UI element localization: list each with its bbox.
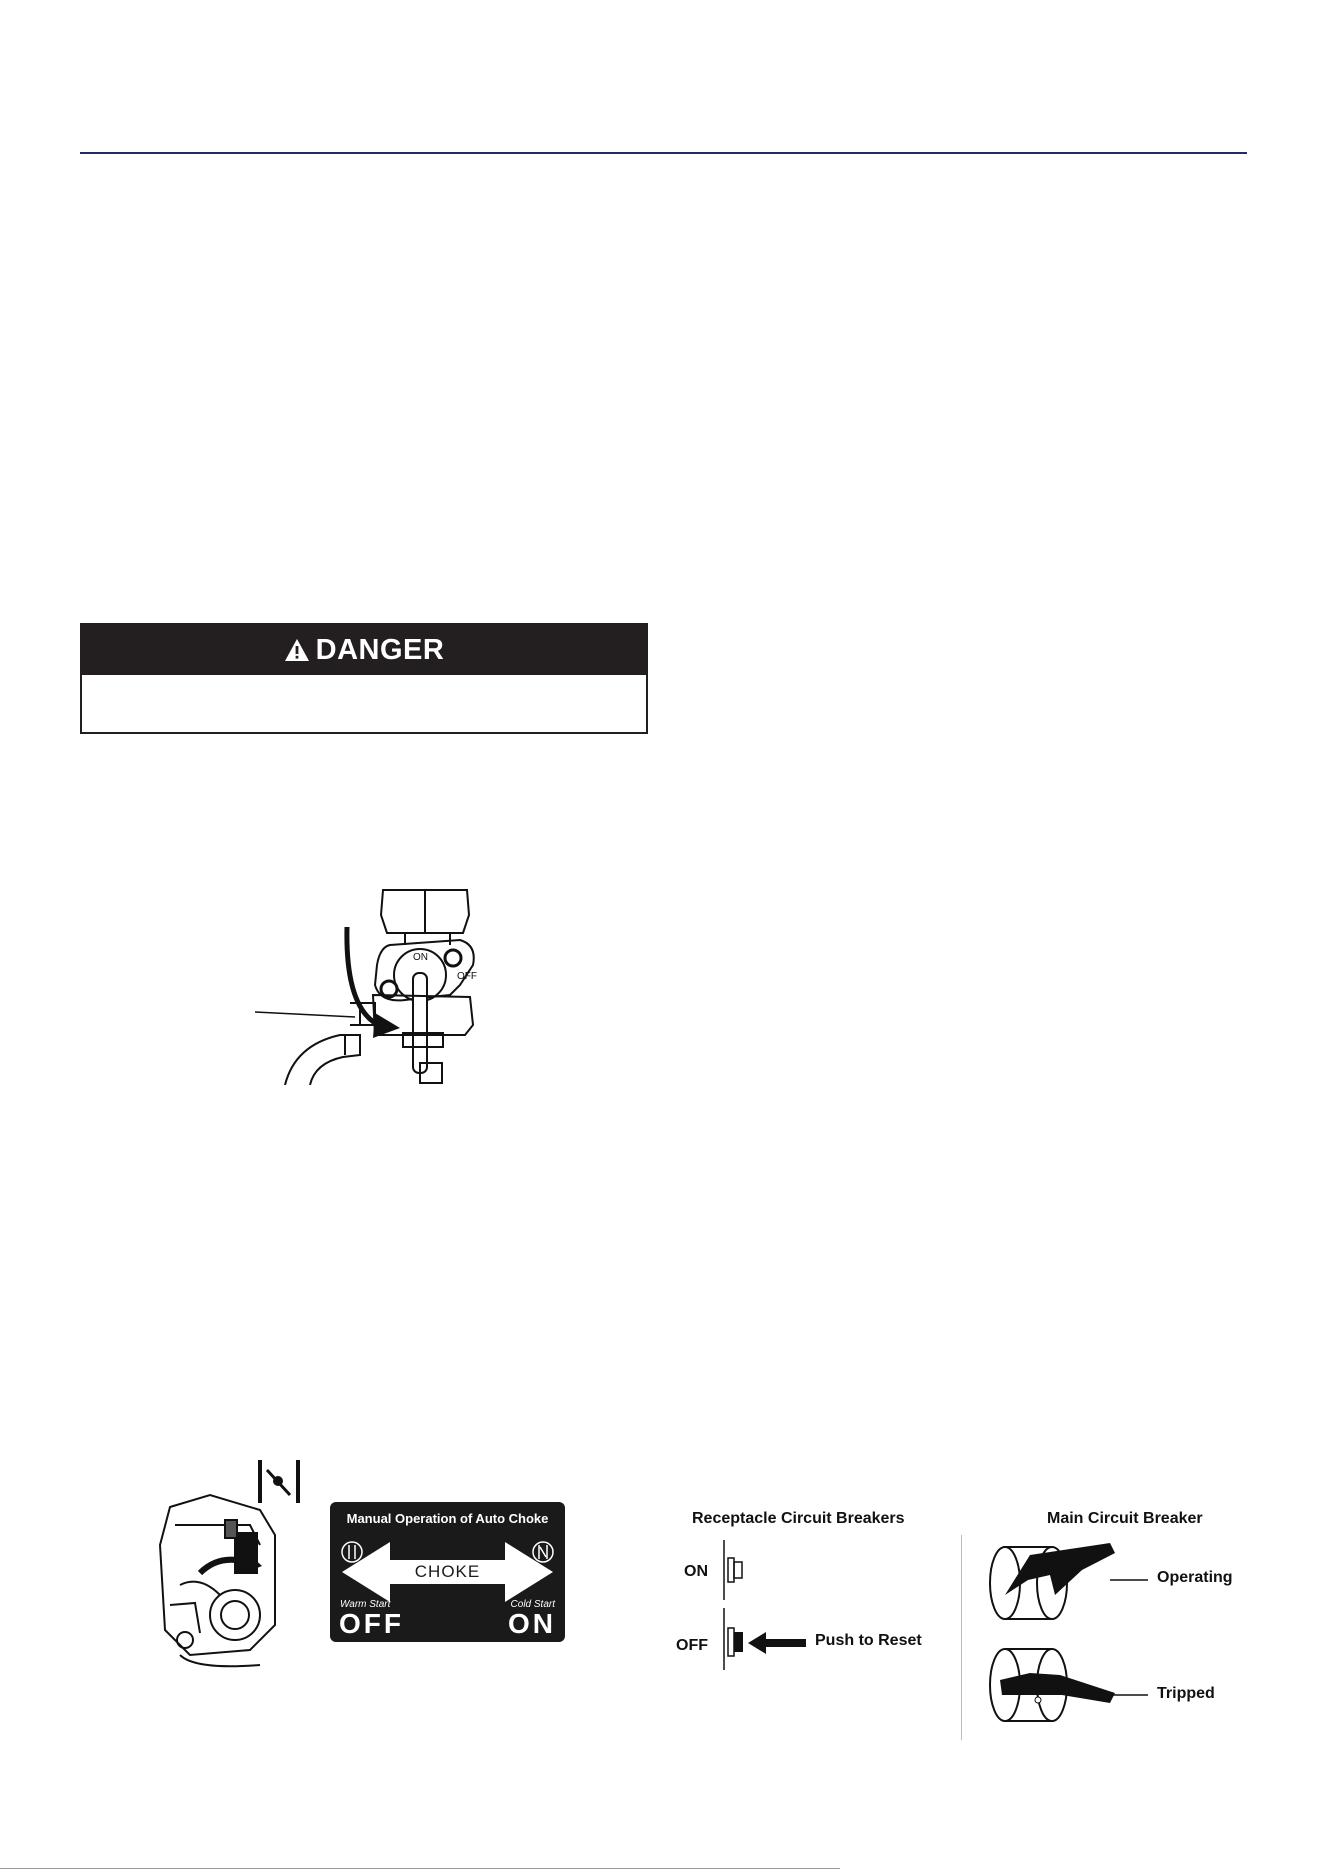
choke-center-label: CHOKE — [414, 1562, 481, 1581]
warning-triangle-icon — [284, 638, 310, 662]
choke-decal — [330, 1502, 565, 1642]
choke-open-icon — [342, 1542, 362, 1562]
valve-off-label: OFF — [457, 971, 477, 982]
push-arrow-icon — [748, 1630, 808, 1656]
main-breaker-diagram — [970, 1535, 1150, 1745]
push-to-reset-label: Push to Reset — [815, 1632, 922, 1649]
operating-label: Operating — [1157, 1569, 1233, 1586]
carburetor-choke-illustration — [150, 1455, 310, 1670]
tripped-label: Tripped — [1157, 1685, 1215, 1702]
valve-on-label: ON — [413, 952, 428, 963]
danger-box — [80, 623, 648, 734]
danger-header — [82, 625, 646, 675]
cold-start-caption: Cold Start — [510, 1599, 555, 1610]
choke-decal-title: Manual Operation of Auto Choke — [346, 1511, 549, 1526]
main-breaker-title: Main Circuit Breaker — [1047, 1510, 1203, 1527]
warm-start-state: OFF — [339, 1608, 404, 1639]
receptacle-on-label: ON — [684, 1563, 708, 1580]
receptacle-breakers-title: Receptacle Circuit Breakers — [692, 1510, 905, 1527]
cold-start-state: ON — [508, 1608, 556, 1639]
footer-rule — [0, 1868, 840, 1869]
section-divider — [961, 1535, 962, 1740]
header-rule — [80, 152, 1247, 154]
danger-title: DANGER — [315, 633, 445, 666]
receptacle-off-label: OFF — [676, 1637, 708, 1654]
warm-start-caption: Warm Start — [340, 1599, 391, 1610]
fuel-valve-illustration — [255, 885, 480, 1085]
